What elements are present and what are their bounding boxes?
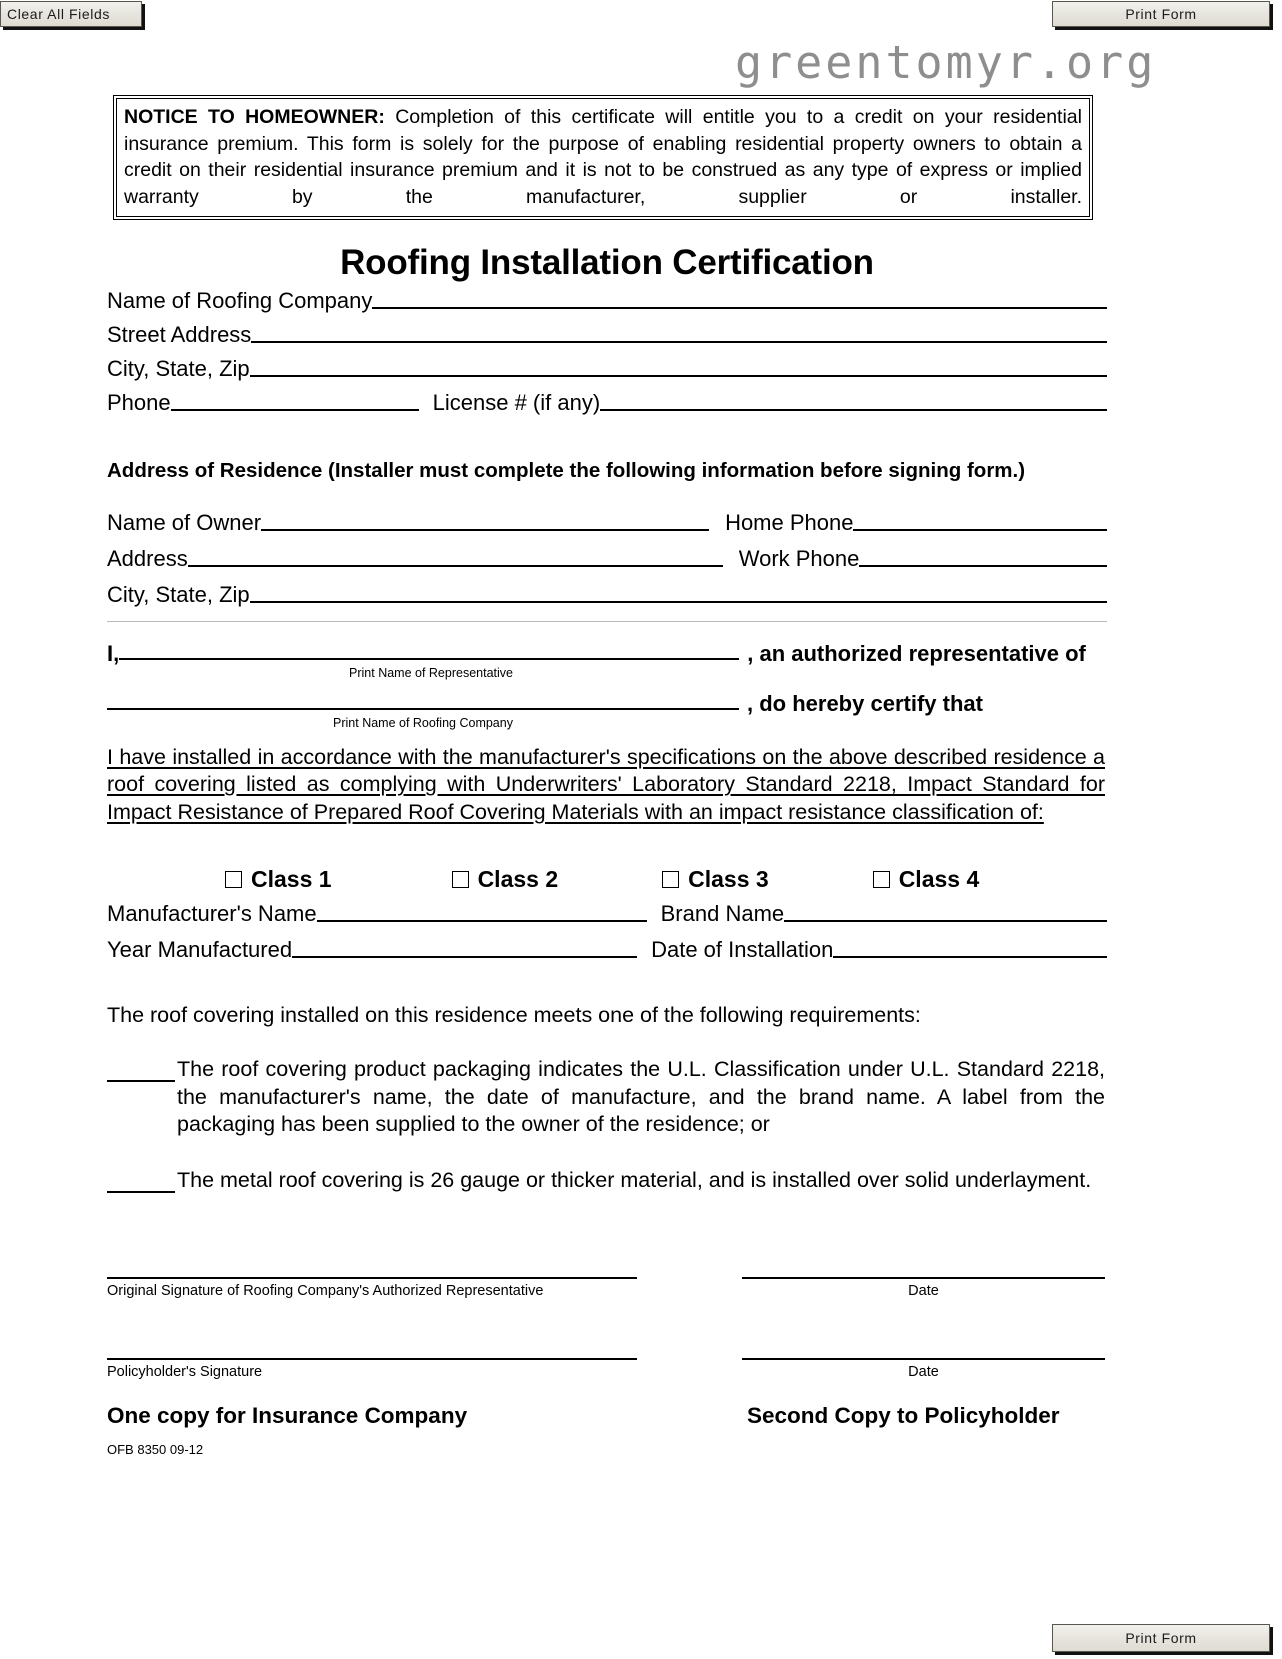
field-name-of-owner-home-phone[interactable] <box>107 512 1107 534</box>
checkbox-class-3[interactable] <box>662 866 769 893</box>
requirement-item-2: The metal roof covering is 26 gauge or thicker material, and is installed over solid underlayment. <box>177 1168 1092 1192</box>
input-representative-date[interactable] <box>742 1277 1105 1279</box>
representative-certify-row[interactable] <box>107 643 1107 665</box>
field-company-city-state-zip[interactable] <box>107 358 1107 380</box>
requirements-intro: The roof covering installed on this residence meets one of the following requirements: <box>107 1003 921 1027</box>
label-class-1: Class 1 <box>251 866 332 892</box>
label-class-4: Class 4 <box>898 866 980 892</box>
field-owner-city-state-zip[interactable] <box>107 584 1107 606</box>
label-phone: Phone <box>107 390 171 415</box>
clear-all-fields-button[interactable] <box>0 1 142 27</box>
label-work-phone: Work Phone <box>738 546 860 571</box>
label-class-3: Class 3 <box>688 866 769 892</box>
label-brand-name: Brand Name <box>660 901 785 926</box>
footer-copy-right: Second Copy to Policyholder <box>747 1403 1060 1428</box>
input-print-name-of-roofing-company[interactable] <box>107 708 739 710</box>
footer-copy-left: One copy for Insurance Company <box>107 1403 468 1428</box>
watermark: greentomyr.org <box>735 36 1157 89</box>
label-year-manufactured: Year Manufactured <box>107 937 293 962</box>
print-form-button-bottom[interactable] <box>1052 1624 1270 1652</box>
caption-representative-date: Date <box>908 1283 939 1299</box>
input-owner-address[interactable] <box>188 565 723 567</box>
input-policyholder-signature[interactable] <box>107 1358 637 1360</box>
address-of-residence-heading: Address of Residence (Installer must complete the following information before signing form.) <box>107 459 1026 482</box>
caption-print-name-of-representative: Print Name of Representative <box>349 666 513 680</box>
input-year-manufactured[interactable] <box>292 956 637 958</box>
input-name-of-roofing-company[interactable] <box>372 307 1107 309</box>
checkbox-class-2[interactable] <box>452 866 559 893</box>
field-address-work-phone[interactable] <box>107 548 1107 570</box>
field-phone-license[interactable] <box>107 392 1107 414</box>
input-brand-name[interactable] <box>784 920 1107 922</box>
label-license: License # (if any) <box>432 390 601 415</box>
footer-form-number: OFB 8350 09-12 <box>107 1442 204 1457</box>
checkbox-class-4[interactable] <box>873 866 980 893</box>
field-street-address[interactable] <box>107 324 1107 346</box>
caption-print-name-of-roofing-company: Print Name of Roofing Company <box>333 716 513 730</box>
input-owner-city-state-zip[interactable] <box>250 601 1107 603</box>
notice-body: Completion of this certificate will entitle you to a credit on your residential insurance premium. This form is solely for the purpose of enabling residential property owners to obtain a credit on their residential insurance premium and it is not to be construed as any type of express or implied warranty by the manufacturer, supplier or installer. <box>124 106 1082 208</box>
notice-text <box>116 98 1090 217</box>
label-name-of-roofing-company: Name of Roofing Company <box>107 288 373 313</box>
input-work-phone[interactable] <box>859 565 1107 567</box>
requirement-item-1: The roof covering product packaging indicates the U.L. Classification under U.L. Standard 2218, the manufacturer's name, the date of manufacture, and the brand name. A label from the packaging has been supplied to the owner of the residence; or <box>177 1057 1105 1136</box>
certify-authorized-text: , an authorized representative of <box>747 641 1086 666</box>
input-manufacturers-name[interactable] <box>317 920 647 922</box>
caption-representative-signature: Original Signature of Roofing Company's Authorized Representative <box>107 1283 544 1299</box>
field-year-date[interactable] <box>107 939 1107 961</box>
input-home-phone[interactable] <box>853 529 1107 531</box>
section-divider <box>107 621 1107 622</box>
certify-i-prefix: I, <box>107 641 120 666</box>
notice-to-homeowner-box <box>113 95 1093 220</box>
installation-statement: I have installed in accordance with the manufacturer's specifications on the above described residence a roof covering listed as complying with Underwriters' Laboratory Standard 2218, Impact Standard for Impact Resistance of Prepared Roof Covering Materials with an impact resistance classification of: <box>107 745 1105 824</box>
label-home-phone: Home Phone <box>725 510 854 535</box>
clear-all-fields-label: Clear All Fields <box>7 6 110 22</box>
label-company-city-state-zip: City, State, Zip <box>107 356 250 381</box>
checkbox-class-1[interactable] <box>225 866 332 893</box>
print-form-button-top[interactable] <box>1052 1 1270 27</box>
caption-policyholder-date: Date <box>908 1364 939 1380</box>
input-representative-signature[interactable] <box>107 1277 637 1279</box>
input-phone[interactable] <box>171 409 419 411</box>
page-title: Roofing Installation Certification <box>340 243 874 282</box>
certify-hereby-text: , do hereby certify that <box>747 691 983 716</box>
checkbox-icon-class-2[interactable] <box>452 871 469 888</box>
label-manufacturers-name: Manufacturer's Name <box>107 901 317 926</box>
label-class-2: Class 2 <box>477 866 559 892</box>
checkbox-icon-class-1[interactable] <box>225 871 242 888</box>
impact-class-options <box>107 866 1107 893</box>
input-print-name-of-representative[interactable] <box>119 658 739 660</box>
input-street-address[interactable] <box>251 341 1107 343</box>
label-address: Address <box>107 546 188 571</box>
label-name-of-owner: Name of Owner <box>107 510 262 535</box>
input-license[interactable] <box>600 409 1107 411</box>
field-manufacturer-brand[interactable] <box>107 903 1107 925</box>
label-date-of-installation: Date of Installation <box>651 937 834 962</box>
field-name-of-roofing-company[interactable] <box>107 290 1107 312</box>
checkbox-icon-class-3[interactable] <box>662 871 679 888</box>
print-form-label-bottom: Print Form <box>1125 1630 1197 1646</box>
company-certify-row[interactable] <box>107 693 1107 715</box>
input-company-city-state-zip[interactable] <box>250 375 1107 377</box>
input-date-of-installation[interactable] <box>833 956 1107 958</box>
notice-label: NOTICE TO HOMEOWNER: <box>124 106 385 128</box>
input-name-of-owner[interactable] <box>261 529 709 531</box>
label-street-address: Street Address <box>107 322 252 347</box>
caption-policyholder-signature: Policyholder's Signature <box>107 1364 263 1380</box>
input-policyholder-date[interactable] <box>742 1358 1105 1360</box>
print-form-label-top: Print Form <box>1125 6 1197 22</box>
checkbox-icon-class-4[interactable] <box>873 871 890 888</box>
label-owner-city-state-zip: City, State, Zip <box>107 582 250 607</box>
